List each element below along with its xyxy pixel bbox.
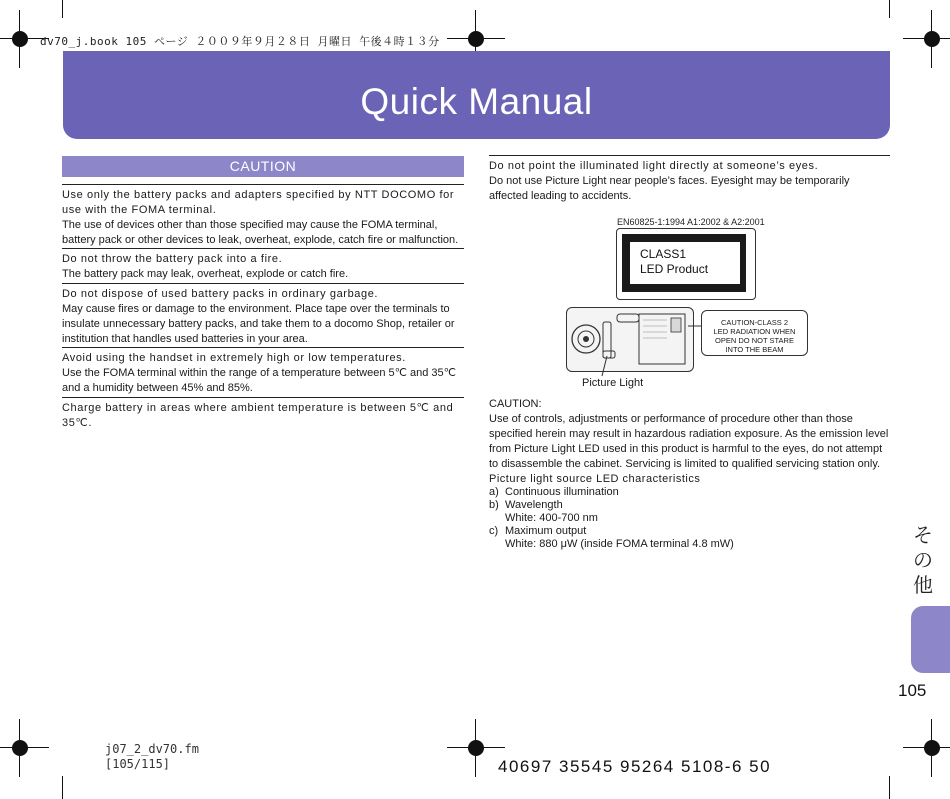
caution-class2-line: INTO THE BEAM: [725, 345, 784, 354]
crop-line: [889, 776, 890, 799]
list-item-line: Continuous illumination: [505, 486, 619, 498]
footer-file-info: [105, 742, 199, 772]
header-line: dv70_j.book 105 ページ ２００９年９月２８日 月曜日 午後４時１３分: [40, 35, 440, 48]
caution-header: CAUTION: [62, 156, 464, 177]
picture-light-label: Picture Light: [582, 377, 644, 389]
crop-line: [889, 0, 890, 18]
caution-item-body: The use of devices other than those specified may cause the FOMA terminal, battery pack or other devices to leak, overheat, explode, catch fire or malfunction.: [62, 219, 459, 246]
caution-class2-line: OPEN DO NOT STARE: [715, 336, 794, 345]
title-banner: [63, 51, 890, 139]
led-characteristics-list: [489, 486, 891, 551]
caution-item-heading: Charge battery in areas where ambient temperature is between 5℃ and 35℃.: [62, 402, 454, 429]
led-caution-paragraph: [489, 397, 891, 487]
list-item-line: White: 880 μW (inside FOMA terminal 4.8 mW): [505, 538, 734, 550]
led-caution-text: Use of controls, adjustments or performance of procedure other than those specified herein may result in hazardous radiation exposure. As the emission level from Picture Light LED used in this product is harmful to the eyes, do not attempt to disassemble the cabinet. Servicing is limited to qualified servicing station only.: [489, 413, 889, 470]
registration-mark-top-left: [5, 24, 35, 54]
list-item: [489, 525, 891, 551]
crop-line: [62, 776, 63, 799]
list-item-key: b): [489, 499, 499, 511]
registration-mark-top-right: [917, 24, 947, 54]
section-index-char: そ: [913, 523, 933, 547]
list-item-line: Maximum output: [505, 525, 587, 537]
page-number: 105: [898, 681, 927, 700]
list-item-line: Wavelength: [505, 499, 563, 511]
caution-item-heading: Do not throw the battery pack into a fire.: [62, 253, 283, 265]
print-code: 40697 35545 95264 5108-6 50: [498, 757, 772, 776]
section-index-tab: [911, 606, 950, 673]
caution-item: [62, 347, 464, 396]
list-item-line: White: 400-700 nm: [505, 512, 598, 524]
warning-item-heading: Do not point the illuminated light directly at someone’s eyes.: [489, 160, 819, 172]
registration-mark-bottom-right: [917, 733, 947, 763]
registration-mark-bottom-left: [5, 733, 35, 763]
caution-class2-label: [701, 310, 808, 356]
class1-label-line: LED Product: [640, 262, 709, 276]
list-item: [489, 486, 891, 499]
caution-class2-line: LED RADIATION WHEN: [713, 327, 796, 336]
caution-item-heading: Use only the battery packs and adapters specified by NTT DOCOMO for use with the FOMA terminal.: [62, 189, 455, 216]
caution-item: [62, 184, 464, 248]
footer-file-name: j07_2_dv70.fm: [105, 742, 199, 756]
phone-drawing: [567, 308, 693, 371]
registration-mark-top-center: [461, 24, 491, 54]
registration-mark-bottom-center: [461, 733, 491, 763]
standard-reference: EN60825-1:1994 A1:2002 & A2:2001: [617, 217, 765, 227]
caution-item-heading: Do not dispose of used battery packs in ordinary garbage.: [62, 288, 379, 300]
class1-label-line: CLASS1: [640, 247, 687, 261]
caution-item: [62, 283, 464, 347]
footer-page-range: [105/115]: [105, 757, 171, 771]
section-index-char: 他: [913, 573, 933, 597]
caution-item: [62, 397, 464, 431]
crop-line: [62, 0, 63, 18]
picture-light-pointer: [598, 356, 612, 378]
list-item-key: c): [489, 525, 499, 537]
phone-back-illustration: [566, 307, 694, 372]
caution-item-body: May cause fires or damage to the environment. Place tape over the terminals to insulate unnecessary battery packs, and take them to a docomo Shop, retailer or institution that handles used batteries in your area.: [62, 303, 455, 345]
list-item-key: a): [489, 486, 499, 498]
caution-class2-line: CAUTION-CLASS 2: [720, 318, 789, 327]
section-index-label: [910, 523, 936, 598]
caution-item: [62, 248, 464, 282]
caution-item-body: Use the FOMA terminal within the range of a temperature between 5℃ and 35℃ and a humidity between 45% and 85%.: [62, 367, 457, 394]
caution-item-heading: Avoid using the handset in extremely high or low temperatures.: [62, 352, 406, 364]
led-characteristics-heading: Picture light source LED characteristics: [489, 473, 701, 485]
class1-label-text: [640, 247, 708, 277]
warning-item: [489, 155, 890, 204]
page-title: Quick Manual: [360, 81, 593, 122]
section-index-char: の: [913, 548, 933, 572]
led-caution-title: CAUTION:: [489, 398, 542, 410]
list-item: [489, 499, 891, 525]
caution-item-body: The battery pack may leak, overheat, explode or catch fire.: [62, 268, 349, 280]
warning-item-body: Do not use Picture Light near people’s faces. Eyesight may be temporarily affected leading to accidents.: [489, 175, 850, 202]
